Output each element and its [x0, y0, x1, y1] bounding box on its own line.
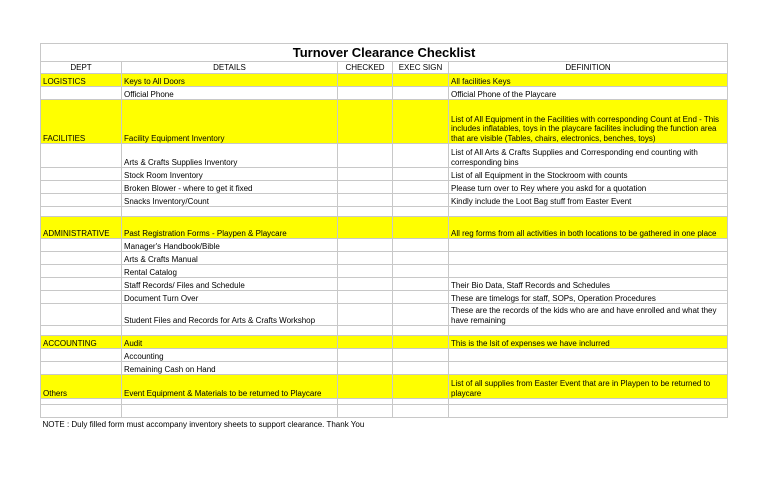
exec-sign-cell[interactable] — [393, 168, 449, 181]
details-cell: Facility Equipment Inventory — [122, 100, 338, 144]
definition-cell: List of All Arts & Crafts Supplies and Corresponding end counting with corresponding bins — [449, 144, 728, 168]
table-row — [41, 405, 728, 418]
checked-cell[interactable] — [338, 207, 393, 217]
exec-sign-cell[interactable] — [393, 100, 449, 144]
definition-cell: These are the records of the kids who are and have enrolled and what they have remaining — [449, 304, 728, 326]
definition-cell — [449, 362, 728, 375]
exec-sign-cell[interactable] — [393, 265, 449, 278]
definition-cell: This is the lsit of expenses we have inclurred — [449, 336, 728, 349]
header-definition: DEFINITION — [449, 62, 728, 74]
header-details: DETAILS — [122, 62, 338, 74]
exec-sign-cell[interactable] — [393, 252, 449, 265]
definition-cell: Please turn over to Rey where you askd for a quotation — [449, 181, 728, 194]
exec-sign-cell[interactable] — [393, 194, 449, 207]
checked-cell[interactable] — [338, 349, 393, 362]
definition-cell: List of All Equipment in the Facilities with corresponding Count at End - This includes inflatables, toys in the playcare facilites including the function area that are visible (Tables, chairs, electronics, benches, toys) — [449, 100, 728, 144]
dept-cell — [41, 144, 122, 168]
table-row — [41, 74, 728, 87]
header-checked: CHECKED — [338, 62, 393, 74]
definition-cell: List of all supplies from Easter Event that are in Playpen to be returned to playcare — [449, 375, 728, 399]
definition-cell: List of all Equipment in the Stockroom with counts — [449, 168, 728, 181]
table-row — [41, 336, 728, 349]
definition-cell — [449, 405, 728, 418]
table-row — [41, 144, 728, 168]
footer-note: NOTE : Duly filled form must accompany inventory sheets to support clearance. Thank You — [42, 420, 365, 429]
details-cell: Stock Room Inventory — [122, 168, 338, 181]
dept-cell — [41, 168, 122, 181]
definition-cell: All reg forms from all activities in both locations to be gathered in one place — [449, 217, 728, 239]
table-row — [41, 239, 728, 252]
details-cell: Student Files and Records for Arts & Crafts Workshop — [122, 304, 338, 326]
checked-cell[interactable] — [338, 181, 393, 194]
checked-cell[interactable] — [338, 217, 393, 239]
table-row — [41, 375, 728, 399]
exec-sign-cell[interactable] — [393, 336, 449, 349]
exec-sign-cell[interactable] — [393, 207, 449, 217]
dept-cell — [41, 252, 122, 265]
exec-sign-cell[interactable] — [393, 304, 449, 326]
exec-sign-cell[interactable] — [393, 375, 449, 399]
table-row — [41, 181, 728, 194]
dept-cell — [41, 181, 122, 194]
checked-cell[interactable] — [338, 375, 393, 399]
dept-cell: ACCOUNTING — [41, 336, 122, 349]
definition-cell — [449, 265, 728, 278]
definition-cell — [449, 326, 728, 336]
details-cell: Accounting — [122, 349, 338, 362]
exec-sign-cell[interactable] — [393, 326, 449, 336]
checked-cell[interactable] — [338, 194, 393, 207]
dept-cell — [41, 362, 122, 375]
definition-cell: Their Bio Data, Staff Records and Schedules — [449, 278, 728, 291]
dept-cell — [41, 326, 122, 336]
checked-cell[interactable] — [338, 100, 393, 144]
checked-cell[interactable] — [338, 87, 393, 100]
definition-cell: Kindly include the Loot Bag stuff from Easter Event — [449, 194, 728, 207]
table-row — [41, 265, 728, 278]
checked-cell[interactable] — [338, 304, 393, 326]
dept-cell — [41, 349, 122, 362]
details-cell — [122, 405, 338, 418]
details-cell: Manager's Handbook/Bible — [122, 239, 338, 252]
checked-cell[interactable] — [338, 291, 393, 304]
details-cell: Arts & Crafts Supplies Inventory — [122, 144, 338, 168]
dept-cell — [41, 405, 122, 418]
definition-cell: These are timelogs for staff, SOPs, Operation Procedures — [449, 291, 728, 304]
exec-sign-cell[interactable] — [393, 74, 449, 87]
dept-cell: LOGISTICS — [41, 74, 122, 87]
checked-cell[interactable] — [338, 168, 393, 181]
dept-cell: FACILITIES — [41, 100, 122, 144]
definition-cell — [449, 239, 728, 252]
table-row — [41, 207, 728, 217]
details-cell: Remaining Cash on Hand — [122, 362, 338, 375]
details-cell: Past Registration Forms - Playpen & Playcare — [122, 217, 338, 239]
exec-sign-cell[interactable] — [393, 278, 449, 291]
checked-cell[interactable] — [338, 278, 393, 291]
checked-cell[interactable] — [338, 239, 393, 252]
dept-cell: ADMINISTRATIVE — [41, 217, 122, 239]
dept-cell — [41, 87, 122, 100]
dept-cell — [41, 239, 122, 252]
checked-cell[interactable] — [338, 144, 393, 168]
details-cell — [122, 207, 338, 217]
dept-cell — [41, 194, 122, 207]
checked-cell[interactable] — [338, 265, 393, 278]
table-row — [41, 217, 728, 239]
details-cell: Broken Blower - where to get it fixed — [122, 181, 338, 194]
exec-sign-cell[interactable] — [393, 144, 449, 168]
dept-cell — [41, 207, 122, 217]
definition-cell — [449, 252, 728, 265]
header-dept: DEPT — [41, 62, 122, 74]
exec-sign-cell[interactable] — [393, 291, 449, 304]
header-row — [41, 62, 728, 74]
table-row — [41, 326, 728, 336]
checked-cell[interactable] — [338, 74, 393, 87]
details-cell: Document Turn Over — [122, 291, 338, 304]
details-cell: Official Phone — [122, 87, 338, 100]
table-row — [41, 291, 728, 304]
table-row — [41, 349, 728, 362]
checked-cell[interactable] — [338, 326, 393, 336]
checklist-sheet — [40, 43, 727, 430]
checklist-table — [40, 43, 728, 430]
definition-cell: All facilities Keys — [449, 74, 728, 87]
details-cell: Snacks Inventory/Count — [122, 194, 338, 207]
details-cell: Rental Catalog — [122, 265, 338, 278]
table-row — [41, 278, 728, 291]
dept-cell — [41, 304, 122, 326]
table-row — [41, 362, 728, 375]
details-cell: Arts & Crafts Manual — [122, 252, 338, 265]
exec-sign-cell[interactable] — [393, 362, 449, 375]
table-row — [41, 252, 728, 265]
details-cell — [122, 326, 338, 336]
checked-cell[interactable] — [338, 362, 393, 375]
dept-cell — [41, 291, 122, 304]
table-row — [41, 100, 728, 144]
dept-cell — [41, 278, 122, 291]
details-cell: Staff Records/ Files and Schedule — [122, 278, 338, 291]
header-exec-sign: EXEC SIGN — [393, 62, 449, 74]
table-row — [41, 194, 728, 207]
table-row — [41, 304, 728, 326]
exec-sign-cell[interactable] — [393, 181, 449, 194]
exec-sign-cell[interactable] — [393, 405, 449, 418]
details-cell: Event Equipment & Materials to be returned to Playcare — [122, 375, 338, 399]
definition-cell — [449, 349, 728, 362]
table-row — [41, 87, 728, 100]
checked-cell[interactable] — [338, 336, 393, 349]
exec-sign-cell[interactable] — [393, 87, 449, 100]
exec-sign-cell[interactable] — [393, 239, 449, 252]
table-row — [41, 168, 728, 181]
checked-cell[interactable] — [338, 252, 393, 265]
details-cell: Audit — [122, 336, 338, 349]
sheet-title: Turnover Clearance Checklist — [41, 44, 728, 62]
checked-cell[interactable] — [338, 405, 393, 418]
details-cell: Keys to All Doors — [122, 74, 338, 87]
definition-cell: Official Phone of the Playcare — [449, 87, 728, 100]
definition-cell — [449, 207, 728, 217]
dept-cell — [41, 265, 122, 278]
exec-sign-cell[interactable] — [393, 349, 449, 362]
dept-cell: Others — [41, 375, 122, 399]
exec-sign-cell[interactable] — [393, 217, 449, 239]
